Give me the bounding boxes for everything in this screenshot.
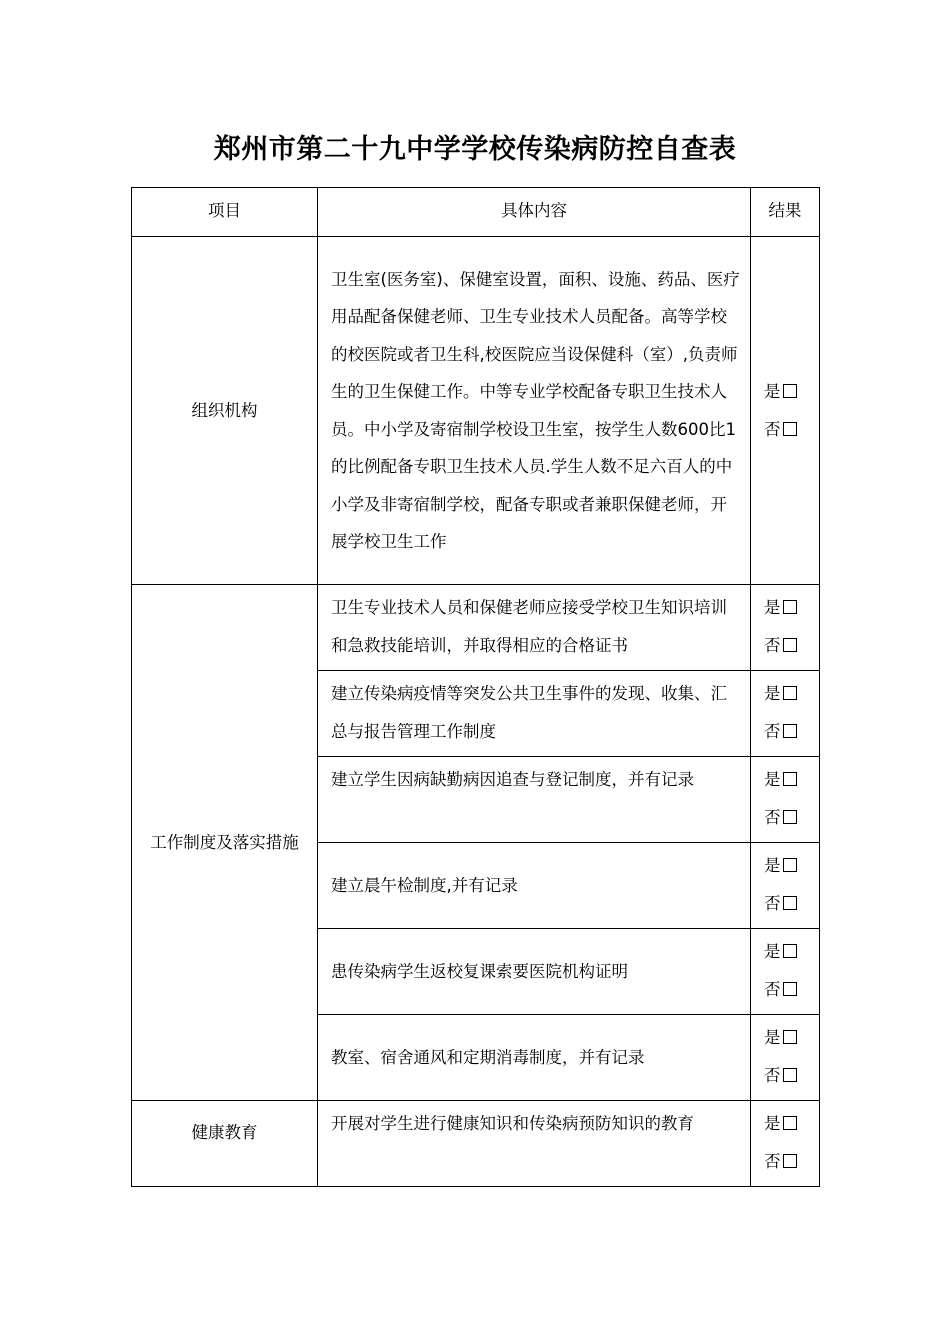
result-cell bbox=[751, 671, 820, 757]
checkbox-icon[interactable] bbox=[783, 944, 797, 958]
page-title: 郑州市第二十九中学学校传染病防控自查表 bbox=[213, 134, 737, 165]
checkbox-icon[interactable] bbox=[783, 810, 797, 824]
result-no-option[interactable]: 否 bbox=[764, 799, 819, 837]
checkbox-icon[interactable] bbox=[783, 1068, 797, 1082]
content-cell: 患传染病学生返校复课索要医院机构证明 bbox=[318, 929, 751, 1015]
result-cell bbox=[751, 843, 820, 929]
checkbox-icon[interactable] bbox=[783, 686, 797, 700]
result-cell bbox=[751, 757, 820, 843]
content-cell: 开展对学生进行健康知识和传染病预防知识的教育 bbox=[318, 1101, 751, 1187]
result-yes-option[interactable]: 是 bbox=[764, 1105, 819, 1143]
result-no-option[interactable]: 否 bbox=[764, 971, 819, 1009]
checkbox-icon[interactable] bbox=[783, 896, 797, 910]
self-check-table bbox=[131, 187, 820, 1187]
table-header-row bbox=[132, 188, 820, 237]
checkbox-icon[interactable] bbox=[783, 1154, 797, 1168]
result-cell bbox=[751, 1101, 820, 1187]
content-cell: 教室、宿舍通风和定期消毒制度，并有记录 bbox=[318, 1015, 751, 1101]
result-yes-option[interactable]: 是 bbox=[764, 675, 819, 713]
result-no-option[interactable]: 否 bbox=[764, 627, 819, 665]
checkbox-icon[interactable] bbox=[783, 772, 797, 786]
content-cell: 建立传染病疫情等突发公共卫生事件的发现、收集、汇总与报告管理工作制度 bbox=[318, 671, 751, 757]
checkbox-icon[interactable] bbox=[783, 638, 797, 652]
table-row bbox=[132, 585, 820, 671]
item-cell-health-education: 健康教育 bbox=[132, 1101, 318, 1187]
content-cell: 卫生专业技术人员和保健老师应接受学校卫生知识培训和急救技能培训，并取得相应的合格证书 bbox=[318, 585, 751, 671]
result-yes-option[interactable]: 是 bbox=[764, 847, 819, 885]
checkbox-icon[interactable] bbox=[783, 600, 797, 614]
result-cell bbox=[751, 929, 820, 1015]
result-no-option[interactable]: 否 bbox=[764, 1057, 819, 1095]
content-cell: 建立学生因病缺勤病因追查与登记制度，并有记录 bbox=[318, 757, 751, 843]
checkbox-icon[interactable] bbox=[783, 1030, 797, 1044]
header-content: 具体内容 bbox=[318, 188, 751, 237]
checkbox-icon[interactable] bbox=[783, 858, 797, 872]
checkbox-icon[interactable] bbox=[783, 982, 797, 996]
header-result: 结果 bbox=[751, 188, 820, 237]
result-yes-option[interactable]: 是 bbox=[764, 933, 819, 971]
result-cell bbox=[751, 237, 820, 585]
item-cell-work-system: 工作制度及落实措施 bbox=[132, 585, 318, 1101]
result-cell bbox=[751, 1015, 820, 1101]
result-no-option[interactable]: 否 bbox=[764, 885, 819, 923]
table-row bbox=[132, 237, 820, 585]
result-yes-option[interactable]: 是 bbox=[764, 1019, 819, 1057]
result-no-option[interactable]: 否 bbox=[764, 411, 819, 449]
result-cell bbox=[751, 585, 820, 671]
checkbox-icon[interactable] bbox=[783, 422, 797, 436]
result-no-option[interactable]: 否 bbox=[764, 713, 819, 751]
result-yes-option[interactable]: 是 bbox=[764, 761, 819, 799]
result-yes-option[interactable]: 是 bbox=[764, 589, 819, 627]
table-row bbox=[132, 1101, 820, 1187]
result-yes-option[interactable]: 是 bbox=[764, 373, 819, 411]
header-item: 项目 bbox=[132, 188, 318, 237]
item-cell-organization: 组织机构 bbox=[132, 237, 318, 585]
checkbox-icon[interactable] bbox=[783, 384, 797, 398]
checkbox-icon[interactable] bbox=[783, 1116, 797, 1130]
checkbox-icon[interactable] bbox=[783, 724, 797, 738]
content-cell: 卫生室(医务室)、保健室设置，面积、设施、药品、医疗用品配备保健老师、卫生专业技术人员配备。高等学校的校医院或者卫生科,校医院应当设保健科（室）,负责师生的卫生保健工作。中等专业学校配备专职卫生技术人员。中小学及寄宿制学校设卫生室，按学生人数600比1的比例配备专职卫生技术人员.学生人数不足六百人的中小学及非寄宿制学校，配备专职或者兼职保健老师，开展学校卫生工作 bbox=[318, 237, 751, 585]
result-no-option[interactable]: 否 bbox=[764, 1143, 819, 1181]
content-cell: 建立晨午检制度,并有记录 bbox=[318, 843, 751, 929]
